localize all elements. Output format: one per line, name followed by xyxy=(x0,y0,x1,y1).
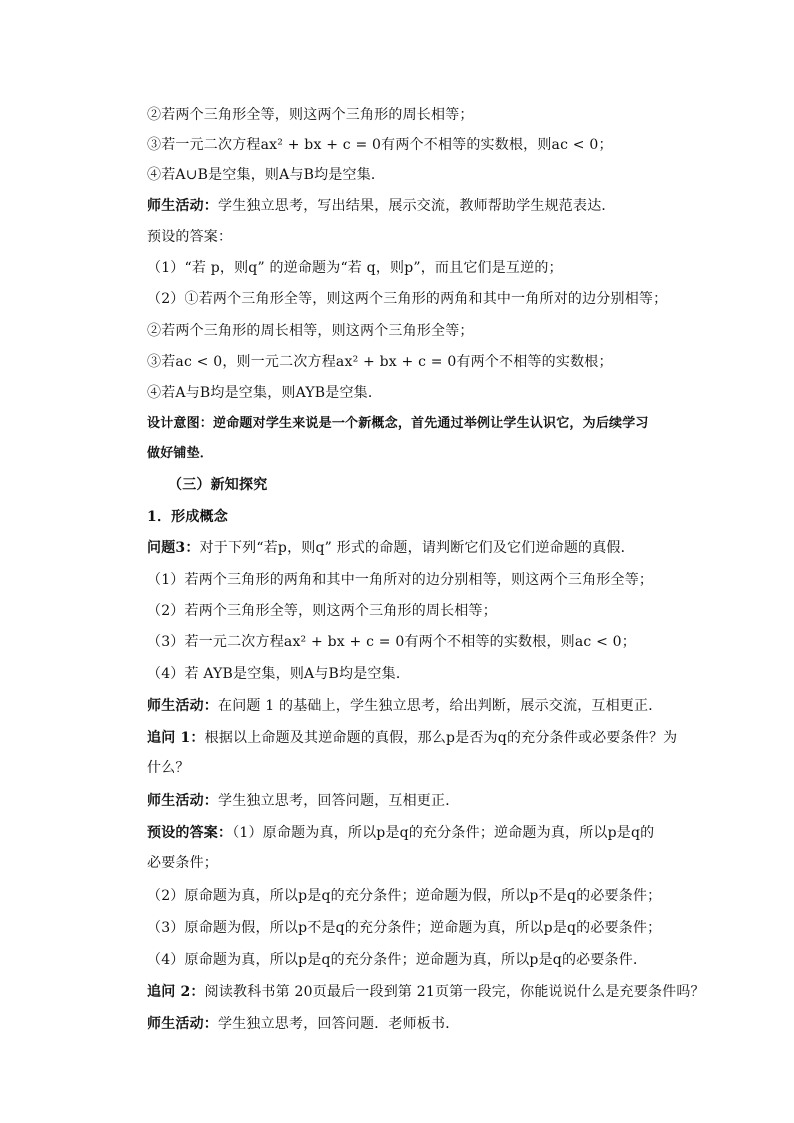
bold-label: 追问 2： xyxy=(147,984,205,1000)
bold-label: 师生活动： xyxy=(147,793,218,809)
text-line: ④若A∪B是空集，则A与B均是空集． xyxy=(147,167,386,183)
text-line: （4）若 AYB是空集，则A与B均是空集． xyxy=(147,666,411,682)
text-line: 设计意图：逆命题对学生来说是一个新概念，首先通过举例让学生认识它，为后续学习 xyxy=(147,416,649,431)
bold-label: 问题3： xyxy=(147,540,200,556)
text-line: 必要条件； xyxy=(147,855,218,871)
text-line: （1）若两个三角形的两角和其中一角所对的边分别相等，则这两个三角形全等； xyxy=(147,572,654,588)
text-line: （2）①若两个三角形全等，则这两个三角形的两角和其中一角所对的边分别相等； xyxy=(147,291,668,307)
bold-label: 预设的答案： xyxy=(147,825,233,841)
text-line: ③若一元二次方程ax² + bx + c = 0有两个不相等的实数根，则ac < 0； xyxy=(147,137,613,153)
text-line: ②若两个三角形的周长相等，则这两个三角形全等； xyxy=(147,323,474,339)
text-line: 预设的答案：（1）原命题为真，所以p是q的充分条件；逆命题为真，所以p是q的 xyxy=(147,825,655,841)
bold-label: 师生活动： xyxy=(147,198,218,214)
text-line: 什么？ xyxy=(147,760,190,776)
bold-label: 师生活动： xyxy=(147,1016,218,1032)
bold-label: 设计意图： xyxy=(147,416,214,431)
text-line: 师生活动：学生独立思考，写出结果，展示交流，教师帮助学生规范表达． xyxy=(147,198,616,214)
text-line: 师生活动：在问题 1 的基础上，学生独立思考，给出判断，展示交流，互相更正． xyxy=(147,698,663,714)
text-line: （1）“若 p，则q” 的逆命题为“若 q，则p”，而且它们是互逆的； xyxy=(147,260,563,276)
text-line: ②若两个三角形全等，则这两个三角形的周长相等； xyxy=(147,107,474,123)
text-line: ④若A与B均是空集，则AYB是空集． xyxy=(147,385,383,401)
bold-label: 师生活动： xyxy=(147,698,218,714)
text-line: 师生活动：学生独立思考，回答问题．老师板书． xyxy=(147,1016,460,1032)
text-line: 预设的答案： xyxy=(147,229,233,245)
bold-label: 追问 1： xyxy=(147,730,205,746)
text-line: （4）原命题为真，所以p是q的充分条件；逆命题为真，所以p是q的必要条件． xyxy=(147,952,648,968)
text-line: 师生活动：学生独立思考，回答问题，互相更正． xyxy=(147,793,460,809)
text-line: （3）原命题为假，所以p不是q的充分条件；逆命题为真，所以p是q的必要条件； xyxy=(147,920,662,936)
text-line: 做好铺垫． xyxy=(147,446,214,461)
text-line: 问题3：对于下列“若p，则q” 形式的命题，请判断它们及它们逆命题的真假． xyxy=(147,540,635,556)
text-line: （3）若一元二次方程ax² + bx + c = 0有两个不相等的实数根，则ac < 0； xyxy=(147,634,636,650)
subsection-heading: 1．形成概念 xyxy=(147,509,228,525)
text-line: ③若ac < 0，则一元二次方程ax² + bx + c = 0有两个不相等的实数根； xyxy=(147,354,613,370)
text-line: （2）若两个三角形全等，则这两个三角形的周长相等； xyxy=(147,603,497,619)
text-line: 追问 1：根据以上命题及其逆命题的真假，那么p是否为q的充分条件或必要条件？为 xyxy=(147,730,678,746)
text-line: （2）原命题为真，所以p是q的充分条件；逆命题为假，所以p不是q的必要条件； xyxy=(147,888,662,904)
section-heading: （三）新知探究 xyxy=(168,477,268,493)
text-line: 追问 2：阅读教科书第 20页最后一段到第 21页第一段完，你能说说什么是充要条件吗？ xyxy=(147,984,705,1000)
